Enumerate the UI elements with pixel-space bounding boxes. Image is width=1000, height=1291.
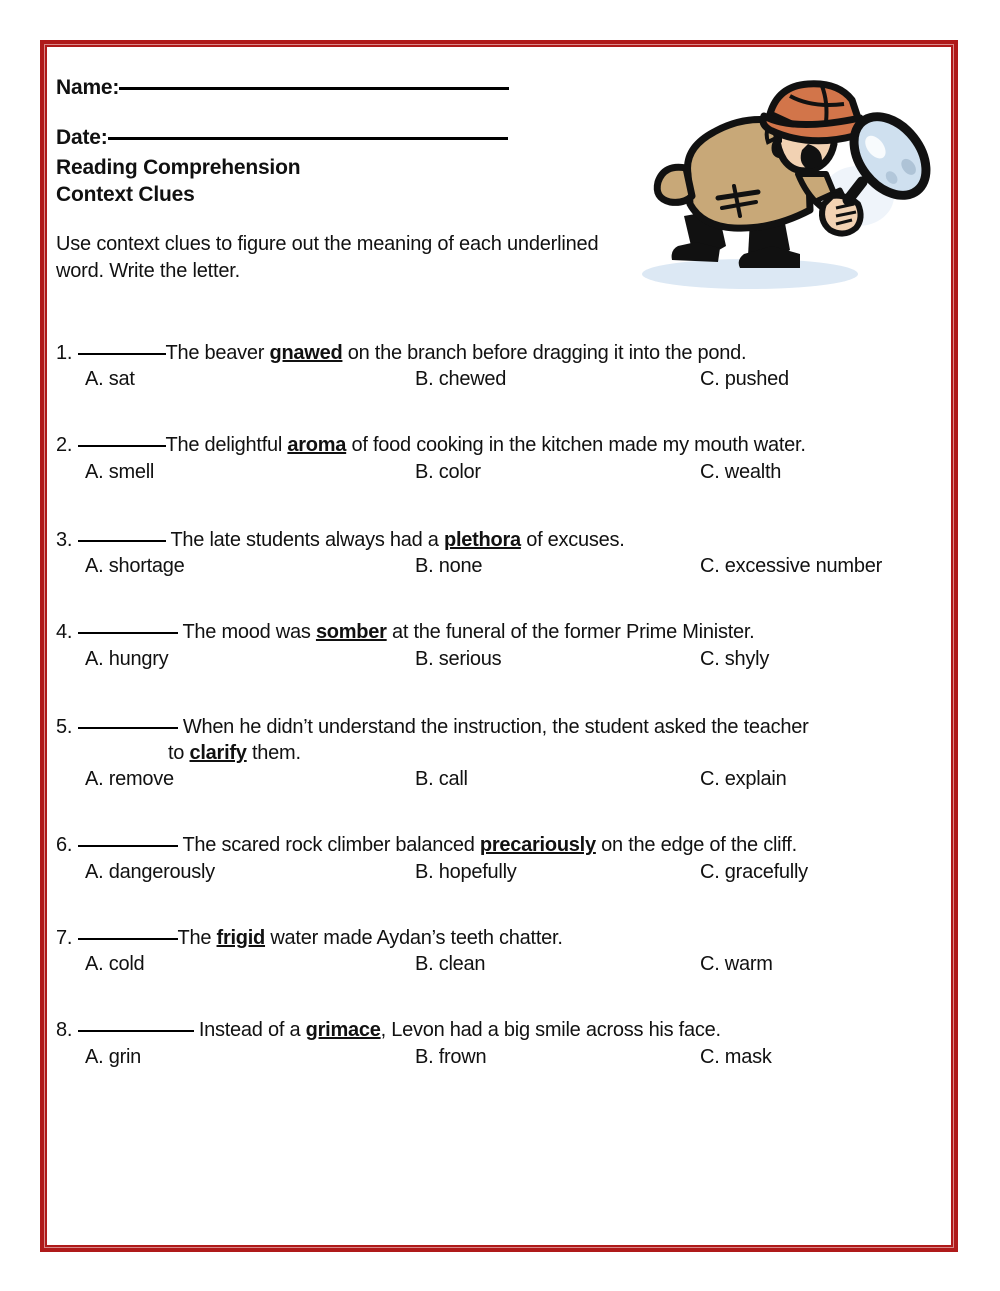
answer-option[interactable]: B. clean bbox=[415, 953, 486, 976]
answer-option[interactable]: B. call bbox=[415, 768, 468, 791]
answer-option[interactable]: B. color bbox=[415, 460, 481, 483]
question-stem bbox=[56, 1017, 936, 1043]
answer-blank[interactable] bbox=[78, 631, 178, 634]
question-stem-line-2 bbox=[56, 740, 936, 766]
answer-option[interactable]: B. chewed bbox=[415, 368, 507, 391]
answer-option[interactable]: B. hopefully bbox=[415, 860, 517, 883]
vocabulary-target-word: frigid bbox=[216, 926, 266, 949]
question-item bbox=[56, 1017, 936, 1075]
answer-options-row bbox=[56, 461, 936, 491]
answer-blank[interactable] bbox=[78, 539, 166, 542]
vocabulary-target-word: gnawed bbox=[269, 342, 343, 364]
sentence-text-before: The scared rock climber balanced bbox=[182, 834, 480, 857]
sentence-text-after: of food cooking in the kitchen made my mouth water. bbox=[346, 434, 806, 457]
answer-options-row bbox=[56, 368, 936, 398]
answer-options-row bbox=[56, 953, 936, 983]
answer-option[interactable]: C. excessive number bbox=[700, 555, 882, 578]
sentence-text-before: The late students always had a bbox=[170, 528, 444, 551]
question-item bbox=[56, 714, 936, 799]
answer-option[interactable]: C. explain bbox=[700, 768, 787, 791]
sentence-text-before: The beaver bbox=[165, 342, 270, 364]
question-stem bbox=[56, 619, 936, 645]
instructions-text: Use context clues to figure out the meaning of each underlined word. Write the letter. bbox=[56, 232, 599, 282]
answer-option[interactable]: C. pushed bbox=[700, 368, 789, 391]
answer-option[interactable]: C. gracefully bbox=[700, 860, 808, 883]
sentence-text-before: The delightful bbox=[165, 434, 288, 457]
question-number: 7. bbox=[56, 926, 78, 949]
question-item bbox=[56, 832, 936, 890]
answer-options-row bbox=[56, 648, 936, 678]
answer-blank[interactable] bbox=[78, 1029, 194, 1032]
question-stem bbox=[56, 714, 936, 740]
answer-options-row bbox=[56, 555, 936, 585]
answer-option[interactable]: B. none bbox=[415, 555, 483, 578]
question-item bbox=[56, 619, 936, 677]
answer-option[interactable]: A. hungry bbox=[85, 647, 169, 670]
name-label: Name: bbox=[56, 76, 120, 99]
sentence-text-after: at the funeral of the former Prime Minister. bbox=[386, 621, 755, 644]
question-item bbox=[56, 432, 936, 490]
answer-option[interactable]: A. shortage bbox=[85, 555, 185, 578]
questions-list bbox=[56, 340, 936, 1076]
question-stem bbox=[56, 832, 936, 858]
question-number: 2. bbox=[56, 434, 78, 457]
vocabulary-target-word: somber bbox=[315, 621, 387, 644]
vocabulary-target-word: clarify bbox=[189, 741, 247, 764]
answer-option[interactable]: C. mask bbox=[700, 1045, 772, 1068]
answer-options-row bbox=[56, 861, 936, 891]
answer-blank[interactable] bbox=[78, 352, 166, 355]
question-item bbox=[56, 925, 936, 983]
answer-option[interactable]: A. grin bbox=[85, 1045, 142, 1068]
answer-option[interactable]: C. wealth bbox=[700, 460, 782, 483]
question-stem bbox=[56, 340, 936, 366]
answer-option[interactable]: B. frown bbox=[415, 1045, 487, 1068]
sentence-text-after: them. bbox=[246, 741, 301, 764]
vocabulary-target-word: aroma bbox=[287, 434, 347, 457]
sentence-text-before: The mood was bbox=[182, 621, 316, 644]
sentence-text-after: , Levon had a big smile across his face. bbox=[380, 1019, 721, 1042]
answer-blank[interactable] bbox=[78, 844, 178, 847]
date-write-in-line[interactable] bbox=[108, 136, 508, 140]
question-number: 4. bbox=[56, 621, 78, 644]
answer-option[interactable]: A. cold bbox=[85, 953, 145, 976]
vocabulary-target-word: precariously bbox=[479, 834, 596, 857]
detective-magnifying-glass-icon bbox=[622, 78, 942, 290]
sentence-text-before: When he didn’t understand the instruction, the student asked the teacher bbox=[182, 715, 809, 738]
answer-options-row bbox=[56, 1046, 936, 1076]
date-field-row bbox=[56, 126, 616, 150]
question-stem bbox=[56, 432, 936, 458]
worksheet-title-block bbox=[56, 154, 616, 209]
name-write-in-line[interactable] bbox=[119, 86, 509, 90]
answer-option[interactable]: A. dangerously bbox=[85, 860, 215, 883]
question-number: 1. bbox=[56, 342, 78, 364]
question-number: 3. bbox=[56, 528, 78, 551]
question-number: 8. bbox=[56, 1019, 78, 1042]
sentence-text-before: to bbox=[168, 741, 190, 764]
sentence-text-after: of excuses. bbox=[520, 528, 625, 551]
question-item bbox=[56, 340, 936, 398]
answer-blank[interactable] bbox=[78, 444, 166, 447]
worksheet-title-primary: Reading Comprehension bbox=[56, 156, 301, 179]
question-stem bbox=[56, 527, 936, 553]
answer-option[interactable]: A. sat bbox=[85, 368, 135, 391]
sentence-text-after: on the edge of the cliff. bbox=[595, 834, 797, 857]
answer-option[interactable]: C. shyly bbox=[700, 647, 770, 670]
answer-options-row bbox=[56, 768, 936, 798]
date-label: Date: bbox=[56, 126, 108, 149]
worksheet-header bbox=[56, 76, 616, 285]
sentence-text-after: on the branch before dragging it into the pond. bbox=[342, 342, 747, 364]
sentence-text-before: Instead of a bbox=[198, 1019, 306, 1042]
worksheet-title-secondary: Context Clues bbox=[56, 183, 195, 207]
sentence-text-after: water made Aydan’s teeth chatter. bbox=[265, 926, 563, 949]
answer-option[interactable]: B. serious bbox=[415, 647, 502, 670]
name-field-row bbox=[56, 76, 616, 100]
answer-blank[interactable] bbox=[78, 726, 178, 729]
vocabulary-target-word: plethora bbox=[443, 528, 521, 551]
answer-option[interactable]: C. warm bbox=[700, 953, 773, 976]
answer-option[interactable]: A. remove bbox=[85, 768, 174, 791]
detective-illustration bbox=[622, 78, 942, 290]
question-item bbox=[56, 527, 936, 585]
sentence-text-before: The bbox=[177, 926, 217, 949]
question-number: 5. bbox=[56, 715, 78, 738]
vocabulary-target-word: grimace bbox=[305, 1019, 381, 1042]
question-stem bbox=[56, 925, 936, 951]
question-number: 6. bbox=[56, 834, 78, 857]
answer-blank[interactable] bbox=[78, 937, 178, 940]
answer-option[interactable]: A. smell bbox=[85, 460, 155, 483]
